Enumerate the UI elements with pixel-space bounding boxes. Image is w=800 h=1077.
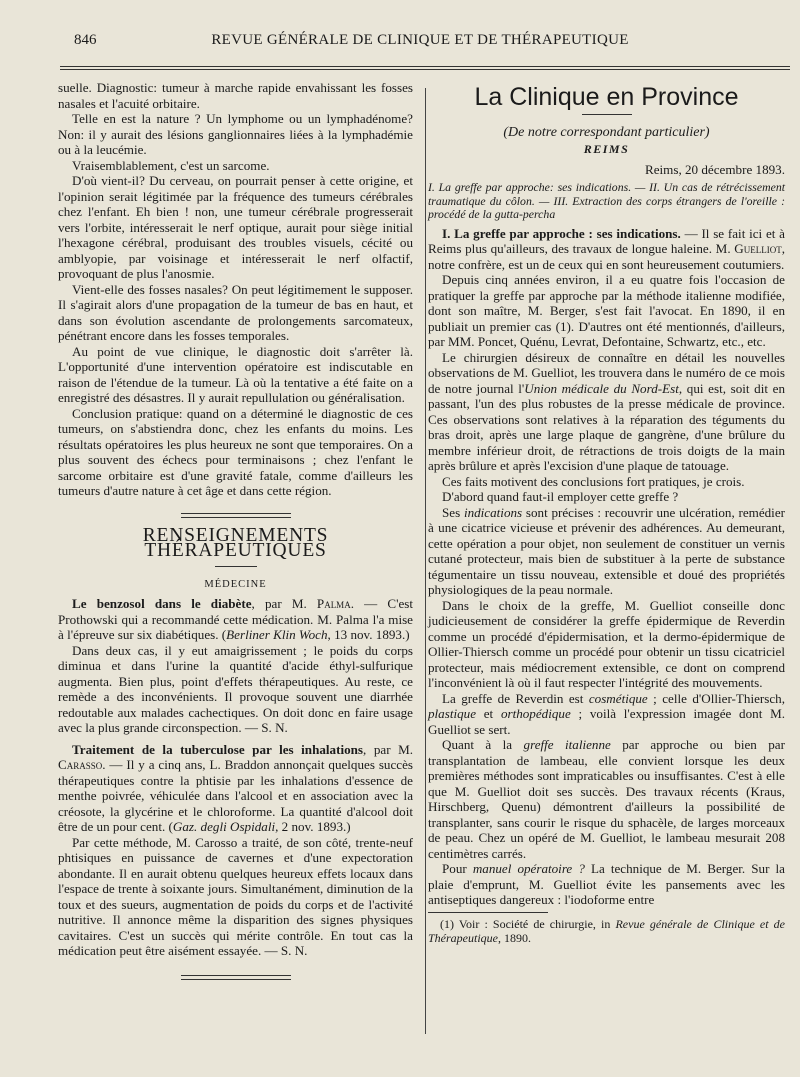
text: par approche ou bien par transplantation de lambeau, elle convient lorsque les deux premières méthodes sont impraticables ou insuffisantes. C'est à elle que M. Guelliot doit ses succès. Des travaux récents (Kraus, Hirschberg, Quenu) démontrent d'ailleurs la possibilité de transplanter, sans courir le risque du sphacèle, de larges morceaux de peau. Chez un opéré de M. Guelliot, le lambeau mesurait 208 centimètres carrés. [428,737,785,861]
right-column [428,80,785,945]
text: Ses [442,504,464,520]
section-title: La Clinique en Province [474,83,739,111]
title-rule [215,566,257,567]
paragraph [428,737,785,861]
header-rule-2 [60,69,790,70]
page-header [0,32,800,54]
paragraph: Ces faits motivent des conclusions fort pratiques, je crois. [442,473,745,489]
reference: Gaz. degli Ospidali [172,819,276,834]
person-name: Guelliot [734,241,782,257]
emphasis: orthopédique [500,706,571,722]
section-separator [181,513,291,518]
paragraph: suelle. Diagnostic: tumeur à marche rapide envahissant les fosses nasales et l'acuité orbitaire. [58,80,413,111]
text: La greffe de Reverdin est [442,690,589,706]
article-title: Le benzosol dans le diabète [72,596,252,611]
paragraph: Conclusion pratique: quand on a déterminé le diagnostic de ces tumeurs, on s'abstiendra donc, chez les enfants du moins. Les résultats opératoires les plus heureux ne sont que temporaires. On a plus souvent des échecs pour terminaisons ; chez l'enfant le sarcome orbitaire est d'une gravité fatale, comme d'ailleurs les tumeurs d'autre nature à cet âge et dans cette région. [58,405,413,498]
paragraph: Dans le choix de la greffe, M. Guelliot conseille donc judicieusement de considérer la greffe épidermique de Reverdin comme un procédé d'épidermisation, et la dermo-épidermique de Ollier-Thiersch comme un procédé pour obtenir un tissu cicatriciel protecteur, mais médiocrement extensible, ce dont on comprend l'inconvénient là où il faut respecter l'intégrité des mouvements. [428,597,785,691]
paragraph: Par cette méthode, M. Carosso a traité, de son côté, trente-neuf phtisiques en puissance de cavernes et d'une expectoration abondante. Il en aurait obtenu quelques heureux effets locaux dans l'espace de trente à soixante jours. Simultanément, diminution de la toux et des sueurs, augmentation de poids du corps et de l'activité nutritive. Il annonce même la disparition des signes physiques cavitaires. C'est un succès qui mérite contrôle. En tout cas la médication peut être aisément essayée. — S. N. [58,834,413,958]
emphasis: manuel opératoire ? [472,861,585,877]
text: (1) Voir : Société de chirurgie, in [440,916,616,931]
article-title: Traitement de la tuberculose par les inhalations [72,741,364,757]
page-number: 846 [74,32,97,48]
footnote-rule [428,912,548,913]
article-summary [428,181,785,222]
text: Pour [442,861,473,877]
byline-prefix: , par M. [251,596,317,611]
text: Le chirurgien désireux de connaître en détail les nouvelles observations de M. Guelliot, les trouvera dans le numéro de ce mois de notre journal l' [428,349,785,396]
running-title: REVUE GÉNÉRALE DE CLINIQUE ET DE THÉRAPEUTIQUE [211,32,629,48]
text: , notre confrère, est un de ceux qui en sont heureusement coutumiers. [428,241,785,272]
paragraph-heading: I. La greffe par approche : ses indications. [442,225,681,241]
text: La technique de M. Berger. Sur la plaie d'emprunt, M. Guelliot évite les pansements avec les antiseptiques dangereux : l'iodoforme entre [428,861,785,908]
paragraph: Telle en est la nature ? Un lymphome ou un lymphadénome? Non: il y aurait des lésions ganglionnaires liées à la lymphadémie ou à la leucémie. [58,111,413,157]
text: , qui est, soit dit en passant, l'un des plus robustes de la presse médicale de province. Ces observations sont relatives à la réparation des téguments du bras droit, après une large plaque de gangrène, d'une brûlure du membre inférieur droit, de rétractions de trois doigts de la main après brûlure et après l'excision d'une plaque de tatouage. [428,380,786,474]
text: ; voilà l'expression imagée dont M. Guelliot se sert. [428,706,785,737]
text: sont précises : recouvrir une ulcération, remédier à une cicatrice vicieuse et prévenir des adhérences. Au demeurant, cette opération a pour objet, non seulement de constituer un vernis cutané protecteur, mais bien de substituer à la perte de substance tégumentaire un tissu nouveau, extensible et doué des propriétés physiologiques de la peau normale. [428,504,785,598]
subsection-title: MÉDECINE [204,578,267,590]
paragraph: Depuis cinq années environ, il a eu quatre fois l'occasion de pratiquer la greffe par approche par la méthode italienne modifiée, dont son maître, M. Berger, s'est fait l'avocat. En 1890, il en publiait un premier cas (1). D'autres ont été mentionnés, d'ailleurs, par MM. Poncet, Quénu, Levrat, Defontaine, Schwartz, etc., etc. [428,272,785,350]
paragraph: Vient-elle des fosses nasales? On peut légitimement le supposer. Il s'agirait alors d'une propagation de la tumeur de bas en haut, et dans son évolution ascendante de prolongements sarcomateux, pénétrant encore dans les fosses temporales. [58,281,413,343]
article-text: . — Il y a cinq ans, L. Braddon annonçait quelques succès thérapeutiques contre la phtisie par les inhalations d'essence de menthe poivrée, véhiculée dans l'alcool et en association avec la créosote, la glycérine et le chloroforme. La quantité d'alcool doit être de un pour cent. ( [58,757,413,834]
paragraph: D'où vient-il? Du cerveau, on pourrait penser à cette origine, et l'opinion serait légitimée par la fréquence des tumeurs cérébrales chez l'enfant. Eh bien ! non, une tumeur cérébrale progresserait vers l'orbite, intéresserait le nerf optique, aurait pour siège initial l'hexagone cérébral, produisant des troubles visuels, cécité ou amblyopie, par voisinage et intéresserait le nerf olfactif, provoquant de plus l'anosmie. [58,173,413,281]
article-benzosol [58,596,413,643]
end-separator [181,975,291,980]
left-column [58,80,413,980]
section-title: RENSEIGNEMENTS THÉRAPEUTIQUES [142,524,329,561]
reference-end: , 13 nov. 1893.) [327,627,410,642]
paragraph [428,861,785,908]
summary-text: I. La greffe par approche: ses indications. — II. Un cas de rétrécissement traumatique du côlon. — III. Extraction des corps étrangers de l'oreille : procédé de la gutta-percha [428,180,785,222]
paragraph [428,350,785,474]
dateline: Reims, 20 décembre 1893. [645,161,785,177]
reference: Berliner Klin Woch [226,627,328,642]
emphasis: indications [463,504,523,520]
reference-end: , 2 nov. 1893.) [275,819,351,834]
author-name: Palma [316,596,351,611]
text: — Il se fait ici et à Reims plus qu'ailleurs, des travaux de longue haleine. M. [428,225,785,257]
emphasis: plastique [428,706,477,722]
title-rule [582,114,632,115]
text: et [476,706,501,722]
journal-name: Union médicale du Nord-Est [524,380,679,396]
paragraph [428,505,785,598]
footnote [428,917,785,945]
paragraph [428,226,785,273]
byline-prefix: , par M. [363,741,413,757]
author-name: Carasso [58,757,103,772]
paragraph: Vraisemblablement, c'est un sarcome. [72,157,270,173]
text: Quant à la [442,737,524,753]
paragraph: Dans deux cas, il y eut amaigrissement ; le poids du corps diminua et dans l'urine la quantité d'acide éthyl-sulfurique augmenta. Bien plus, point d'effets thérapeutiques. Au reste, ce remède a des inconvénients. Il provoque souvent une diarrhée redoutable aux malades cachectiques. On doit donc en faire usage avec la plus grande circonspection. — S. N. [58,642,413,735]
emphasis: cosmétique [588,690,648,706]
column-divider [425,88,426,1034]
article-tuberculose [58,742,413,835]
article-text: . — C'est Prothowski qui a recommandé cette médication. M. Palma l'a mise à l'épreuve sur six diabétiques. ( [58,596,413,642]
emphasis: greffe italienne [523,737,611,753]
emphasis: Revue générale de Clinique et de Thérapeutique [428,916,785,945]
text: , 1890. [498,930,531,945]
paragraph [428,691,785,738]
text: ; celle d'Ollier-Thiersch, [647,690,785,706]
header-rule [60,66,790,67]
correspondent-line: (De notre correspondant particulier) [503,124,710,140]
paragraph: D'abord quand faut-il employer cette greffe ? [442,489,679,505]
paragraph: Au point de vue clinique, le diagnostic doit s'arrêter là. L'opportunité d'une intervention opératoire est indiscutable en raison de l'étendue de la tumeur. Là où la tentative a été faite on a enregistré des désastres. Il y aurait repullulation ou généralisation. [58,343,413,405]
city-heading: REIMS [583,142,630,156]
